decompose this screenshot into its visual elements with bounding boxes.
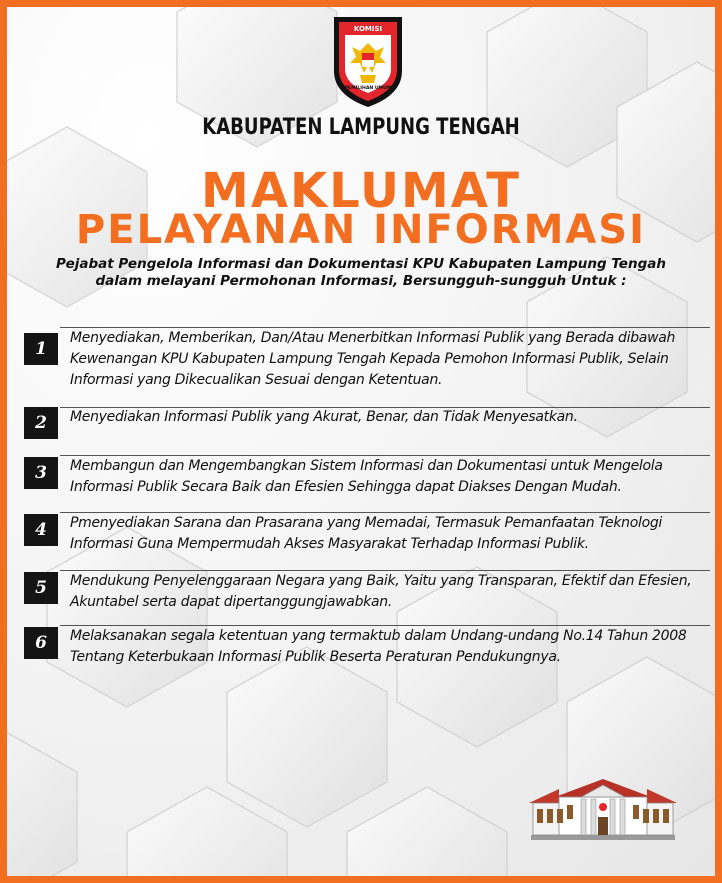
region-title: KABUPATEN LAMPUNG TENGAH — [202, 115, 520, 140]
item-text — [70, 571, 704, 613]
logo-bottom-text: PEMILIHAN UMUM — [344, 86, 392, 91]
item-line: Pmenyediakan Sarana dan Prasarana yang Memadai, Termasuk Pemanfaatan Teknologi — [70, 515, 663, 531]
item-number: 1 — [24, 333, 58, 365]
item-text — [70, 328, 704, 391]
kpu-logo-icon — [330, 13, 406, 109]
item-line: Menyediakan Informasi Publik yang Akurat, Benar, dan Tidak Menyesatkan. — [70, 409, 578, 425]
main-title-line1: MAKLUMAT — [201, 163, 521, 219]
item-number: 5 — [24, 572, 58, 604]
office-building-icon — [529, 777, 677, 841]
item-line: Informasi Publik Secara Baik dan Efesien Sehingga dapat Diakses Dengan Mudah. — [70, 479, 622, 495]
item-line: Informasi yang Dikecualikan Sesuai dengan Ketentuan. — [70, 372, 443, 388]
item-line: Akuntabel serta dapat dipertanggungjawabkan. — [70, 594, 392, 610]
item-number: 2 — [24, 407, 58, 439]
item-text — [70, 626, 704, 668]
item-number: 3 — [24, 457, 58, 489]
item-line: Menyediakan, Memberikan, Dan/Atau Menerbitkan Informasi Publik yang Berada dibawah — [70, 330, 676, 346]
logo-top-text: KOMISI — [353, 25, 383, 33]
item-text — [70, 456, 704, 498]
intro-line-1: Pejabat Pengelola Informasi dan Dokumentasi KPU Kabupaten Lampung Tengah — [56, 256, 666, 272]
item-number: 4 — [24, 514, 58, 546]
item-line: Mendukung Penyelenggaraan Negara yang Baik, Yaitu yang Transparan, Efektif dan Efesien, — [70, 573, 692, 589]
item-line: Melaksanakan segala ketentuan yang termaktub dalam Undang-undang No.14 Tahun 2008 — [70, 628, 687, 644]
main-title-line2: PELAYANAN INFORMASI — [75, 207, 647, 253]
item-line: Informasi Guna Mempermudah Akses Masyarakat Terhadap Informasi Publik. — [70, 536, 589, 552]
intro-line-2: dalam melayani Permohonan Informasi, Bersungguh-sungguh Untuk : — [95, 273, 627, 289]
item-number: 6 — [24, 627, 58, 659]
item-line: Tentang Keterbukaan Informasi Publik Beserta Peraturan Pendukungnya. — [70, 649, 561, 665]
intro-text — [47, 256, 675, 290]
item-line: Membangun dan Mengembangkan Sistem Informasi dan Dokumentasi untuk Mengelola — [70, 458, 663, 474]
item-line: Kewenangan KPU Kabupaten Lampung Tengah Kepada Pemohon Informasi Publik, Selain — [70, 351, 669, 367]
item-text — [70, 407, 704, 428]
item-text — [70, 513, 704, 555]
